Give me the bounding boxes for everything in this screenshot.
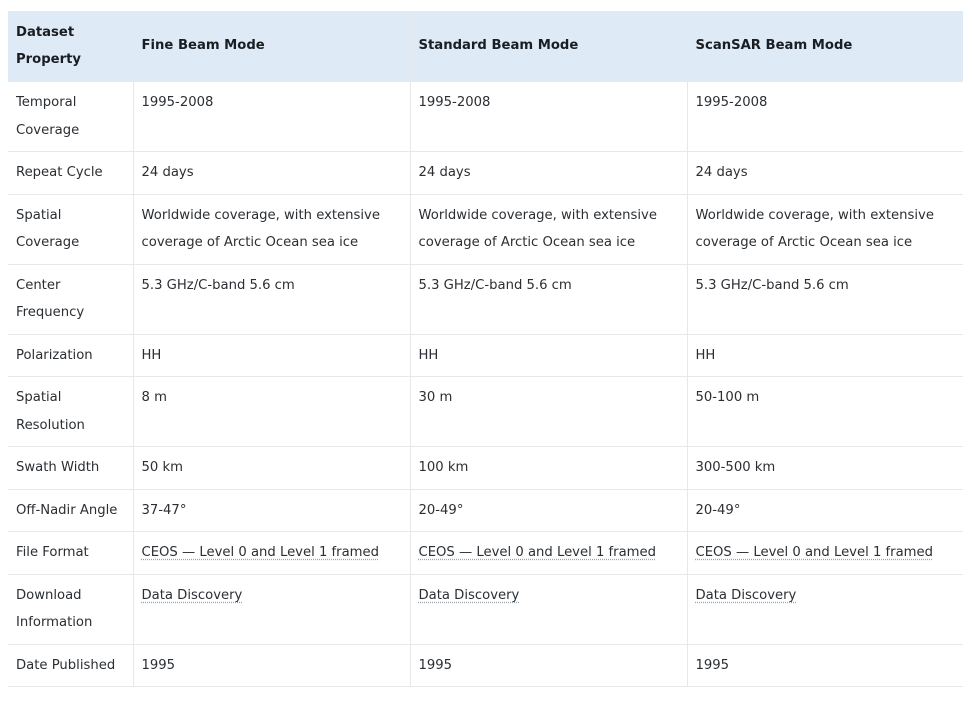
row-label: Off-Nadir Angle <box>8 489 133 532</box>
table-cell: 20-49° <box>687 489 963 532</box>
table-cell: 24 days <box>687 152 963 195</box>
file-format-link[interactable]: CEOS — Level 0 and Level 1 framed <box>141 545 380 560</box>
table-cell: 300-500 km <box>687 447 963 490</box>
table-row-center-frequency <box>8 264 963 334</box>
table-cell <box>410 574 687 644</box>
file-format-link[interactable]: CEOS — Level 0 and Level 1 framed <box>418 545 657 560</box>
table-row-spatial-coverage <box>8 194 963 264</box>
table-cell: 1995-2008 <box>133 82 410 152</box>
table-cell: 50 km <box>133 447 410 490</box>
table-cell: 1995 <box>687 644 963 687</box>
table-row-repeat-cycle <box>8 152 963 195</box>
table-row-file-format <box>8 532 963 575</box>
table-cell: 24 days <box>410 152 687 195</box>
dataset-properties-table <box>8 11 963 687</box>
row-label: Polarization <box>8 334 133 377</box>
table-cell: Worldwide coverage, with extensive coverage of Arctic Ocean sea ice <box>687 194 963 264</box>
dataset-properties-table-container <box>8 11 963 687</box>
table-cell: 24 days <box>133 152 410 195</box>
header-scansar-beam-mode: ScanSAR Beam Mode <box>687 11 963 82</box>
table-cell: 8 m <box>133 377 410 447</box>
file-format-link[interactable]: CEOS — Level 0 and Level 1 framed <box>695 545 934 560</box>
table-cell: HH <box>410 334 687 377</box>
table-cell <box>133 532 410 575</box>
table-cell: 5.3 GHz/C-band 5.6 cm <box>687 264 963 334</box>
table-cell: 1995 <box>133 644 410 687</box>
table-cell: 1995-2008 <box>410 82 687 152</box>
table-cell: 20-49° <box>410 489 687 532</box>
row-label: Download Information <box>8 574 133 644</box>
table-cell: 1995 <box>410 644 687 687</box>
table-cell: 30 m <box>410 377 687 447</box>
header-fine-beam-mode: Fine Beam Mode <box>133 11 410 82</box>
header-standard-beam-mode: Standard Beam Mode <box>410 11 687 82</box>
table-row-temporal-coverage <box>8 82 963 152</box>
table-cell <box>133 574 410 644</box>
row-label: Spatial Resolution <box>8 377 133 447</box>
table-cell: 37-47° <box>133 489 410 532</box>
table-cell <box>687 532 963 575</box>
table-cell: Worldwide coverage, with extensive coverage of Arctic Ocean sea ice <box>133 194 410 264</box>
row-label: File Format <box>8 532 133 575</box>
table-cell: 100 km <box>410 447 687 490</box>
table-cell: 50-100 m <box>687 377 963 447</box>
row-label: Spatial Coverage <box>8 194 133 264</box>
table-cell: Worldwide coverage, with extensive coverage of Arctic Ocean sea ice <box>410 194 687 264</box>
row-label: Repeat Cycle <box>8 152 133 195</box>
table-cell: HH <box>133 334 410 377</box>
data-discovery-link[interactable]: Data Discovery <box>418 587 520 603</box>
row-label: Center Frequency <box>8 264 133 334</box>
table-cell: 1995-2008 <box>687 82 963 152</box>
table-row-swath-width <box>8 447 963 490</box>
table-header-row <box>8 11 963 82</box>
table-row-polarization <box>8 334 963 377</box>
header-dataset-property: Dataset Property <box>8 11 133 82</box>
table-cell: 5.3 GHz/C-band 5.6 cm <box>133 264 410 334</box>
table-cell: 5.3 GHz/C-band 5.6 cm <box>410 264 687 334</box>
data-discovery-link[interactable]: Data Discovery <box>695 587 797 603</box>
row-label: Swath Width <box>8 447 133 490</box>
table-row-off-nadir-angle <box>8 489 963 532</box>
table-cell <box>687 574 963 644</box>
table-row-date-published <box>8 644 963 687</box>
table-body <box>8 82 963 687</box>
table-cell: HH <box>687 334 963 377</box>
table-cell <box>410 532 687 575</box>
row-label: Date Published <box>8 644 133 687</box>
table-row-spatial-resolution <box>8 377 963 447</box>
table-row-download-information <box>8 574 963 644</box>
row-label: Temporal Coverage <box>8 82 133 152</box>
data-discovery-link[interactable]: Data Discovery <box>141 587 243 603</box>
